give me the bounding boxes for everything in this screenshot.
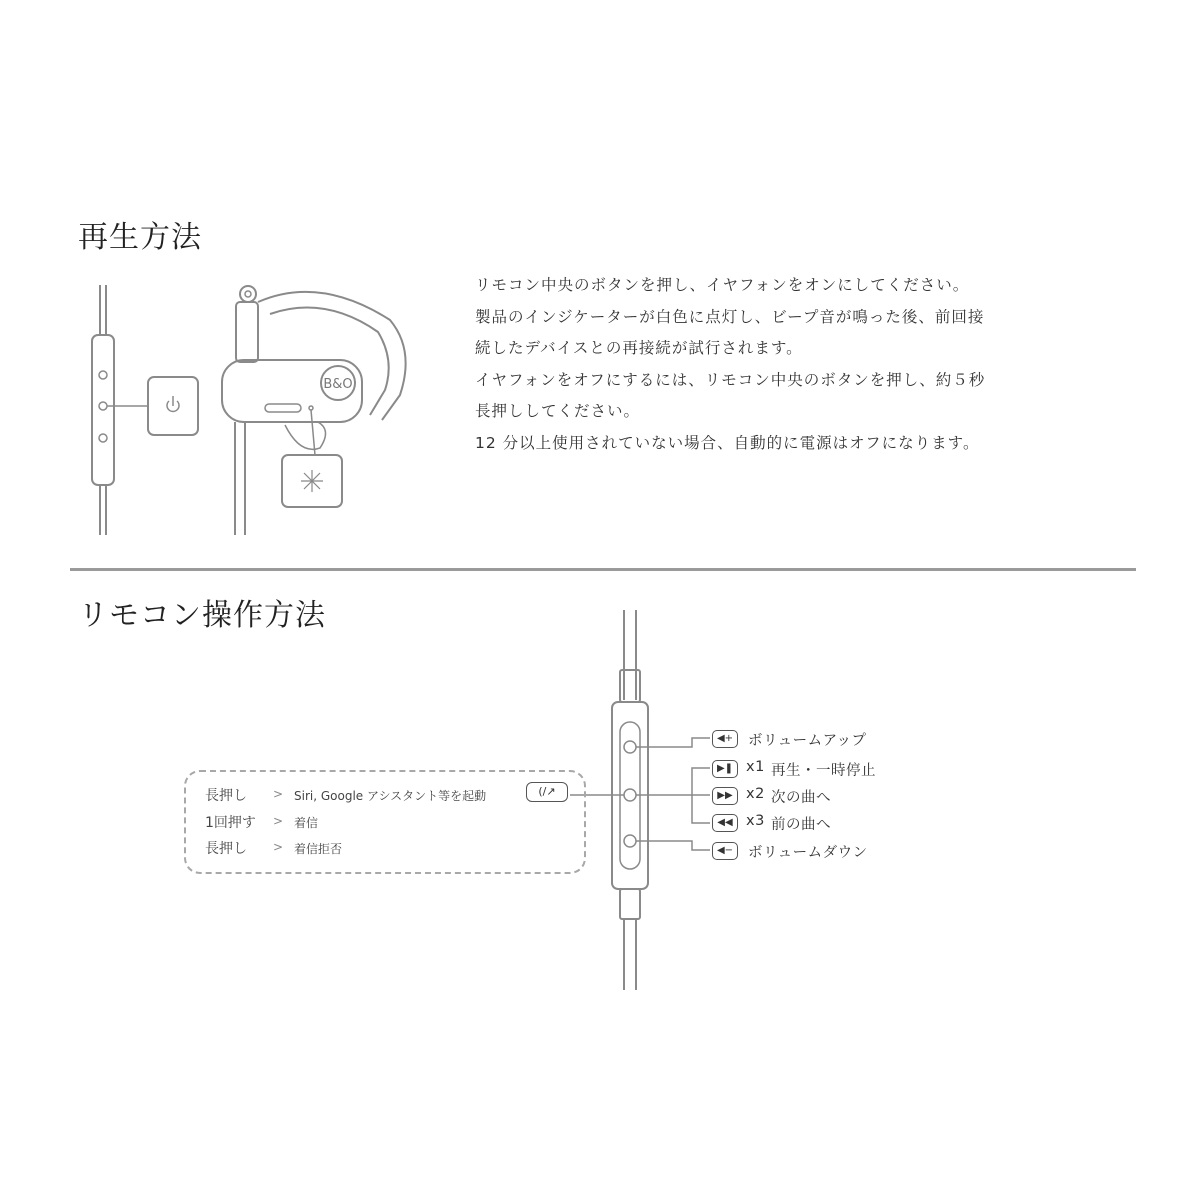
prefix-x1: x1 [746, 759, 765, 775]
volume-down-icon: ◀− [712, 842, 738, 860]
result-answer-call: 着信 [294, 816, 319, 830]
result-voice-assistant: Siri, Google アシスタント等を起動 [294, 789, 487, 803]
prefix-x3: x3 [746, 813, 765, 829]
arrow-icon: > [273, 840, 284, 854]
prev-track-icon: ◀◀ [712, 814, 738, 832]
label-volume-down: ボリュームダウン [748, 845, 868, 861]
result-reject-call: 着信拒否 [294, 842, 343, 856]
paragraph-line: 12 分以上使用されていない場合、自動的に電源はオフになります。 [475, 433, 980, 452]
section-divider [70, 568, 1136, 571]
paragraph-line: イヤフォンをオフにするには、リモコン中央のボタンを押し、約５秒 [475, 370, 986, 389]
earphone-power-diagram [70, 280, 470, 540]
paragraph-line: リモコン中央のボタンを押し、イヤフォンをオンにしてください。 [475, 276, 970, 294]
label-prev-track: 前の曲へ [771, 817, 831, 833]
arrow-icon: > [273, 787, 284, 801]
paragraph-line: 続したデバイスとの再接続が試行されます。 [475, 339, 803, 357]
section-title-playback: 再生方法 [78, 220, 202, 255]
logo-text: B&O [323, 377, 353, 392]
arrow-icon: > [273, 814, 284, 828]
action-single-press: 1回押す [205, 815, 256, 831]
label-volume-up: ボリュームアップ [748, 733, 867, 749]
action-long-press: 長押し [205, 788, 247, 804]
action-long-press-2: 長押し [205, 841, 247, 857]
paragraph-line: 製品のインジケーターが白色に点灯し、ビープ音が鳴った後、前回接 [475, 307, 985, 326]
label-next-track: 次の曲へ [771, 790, 831, 806]
power-icon [167, 396, 179, 411]
label-play-pause: 再生・一時停止 [771, 763, 876, 779]
volume-up-icon: ◀+ [712, 730, 738, 748]
light-burst-icon [301, 470, 323, 492]
phone-call-icon: (/↗ [526, 782, 568, 802]
section-title-remote: リモコン操作方法 [78, 598, 326, 633]
prefix-x2: x2 [746, 786, 765, 802]
play-pause-icon: ▶❚ [712, 760, 738, 778]
playback-instructions [475, 270, 1085, 459]
paragraph-line: 長押ししてください。 [475, 402, 641, 420]
next-track-icon: ▶▶ [712, 787, 738, 805]
